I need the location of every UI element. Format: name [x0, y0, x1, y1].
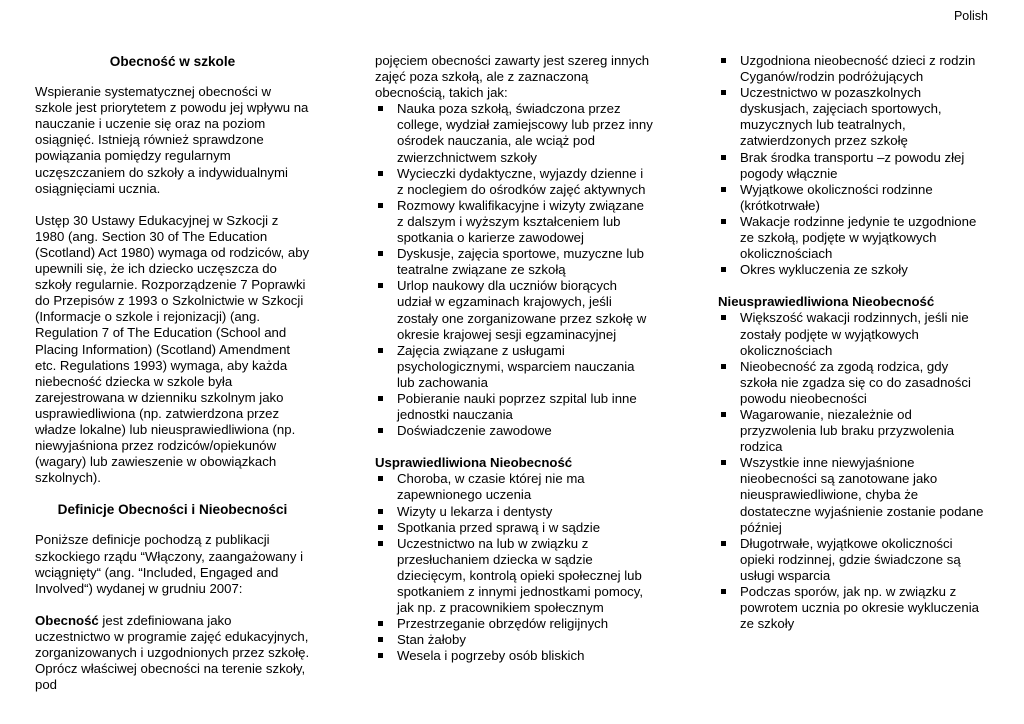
list-item: Stan żałoby	[375, 632, 653, 648]
attendance-text: jest zdefiniowana jako uczestnictwo w programie zajęć edukacyjnych, zorganizowanych i uzgodnionych przez szkołę. Oprócz właściwej obecności na terenie szkoły, pod	[35, 612, 310, 693]
list-item: Uzgodniona nieobecność dzieci z rodzin Cyganów/rodzin podróżujących	[718, 53, 988, 85]
authorised-heading: Usprawiedliwiona Nieobecność	[375, 455, 573, 471]
list-item: Nauka poza szkołą, świadczona przez college, wydział zamiejscowy lub przez inny ośrodek nauczania, ale wciąż pod zwierzchnictwem szkoły	[375, 101, 653, 165]
list-item: Wszystkie inne niewyjaśnione nieobecności są zanotowane jako nieusprawiedliwione, chyba że dostateczne wyjaśnienie zostanie podane później	[718, 455, 988, 535]
unauthorised-heading: Nieusprawiedliwiona Nieobecność	[718, 294, 935, 310]
definitions-intro: Poniższe definicje pochodzą z publikacji szkockiego rządu “Włączony, zaangażowany i wciągnięty“ (ang. “Included, Engaged and Involved“) wydanej w grudniu 2007:	[35, 532, 304, 596]
list-item: Rozmowy kwalifikacyjne i wizyty związane z dalszym i wyższym kształceniem lub spotkania o karierze zawodowej	[375, 198, 653, 246]
list-item: Wyjątkowe okoliczności rodzinne (krótkotrwałe)	[718, 182, 988, 214]
list-item: Wakacje rodzinne jedynie te uzgodnione ze szkołą, podjęte w wyjątkowych okolicznościach	[718, 214, 988, 262]
list-item: Pobieranie nauki poprzez szpital lub inne jednostki nauczania	[375, 391, 653, 423]
column-1	[35, 54, 310, 693]
list-item: Wizyty u lekarza i dentysty	[375, 504, 653, 520]
list-item: Spotkania przed sprawą i w sądzie	[375, 520, 653, 536]
law-paragraph: Ustęp 30 Ustawy Edukacyjnej w Szkocji z 1980 (ang. Section 30 of The Education (Scotland) Act 1980) wymaga od rodziców, aby upewnili się, że ich dziecko uczęszcza do szkoły regularnie. Rozporządzenie 7 Poprawki do Przepisów z 1993 o Szkolnictwie w Szkocji (Informacje o szkole i rejonizacji) (ang. Regulation 7 of The Education (School and Placing Information) (Scotland) Amendment etc. Regulations 1993) wymaga, aby każda niebecność dziecka w szkole była zarejestrowana w dzienniku szkolnym jako usprawiedliwiona (np. zatwierdzona przez władze lokalne) lub nieusprawiedliwiona (np. niewyjaśniona przez rodziców/opiekunów (wagary) lub zawieszenie w obowiązkach szkolnych).	[35, 212, 310, 486]
list-item: Wycieczki dydaktyczne, wyjazdy dzienne i z noclegiem do ośrodków zajęć aktywnych	[375, 166, 653, 198]
list-item: Większość wakacji rodzinnych, jeśli nie zostały podjęte w wyjątkowych okolicznościach	[718, 310, 988, 358]
column-3	[718, 53, 988, 632]
attendance-continuation: pojęciem obecności zawarty jest szereg innych zajęć poza szkołą, ale z zaznaczoną obecnością, takich jak:	[375, 53, 650, 101]
list-item: Przestrzeganie obrzędów religijnych	[375, 616, 653, 632]
list-item: Doświadczenie zawodowe	[375, 423, 653, 439]
list-item: Nieobecność za zgodą rodzica, gdy szkoła nie zgadza się co do zasadności powodu nieobecności	[718, 359, 988, 407]
list-item: Uczestnictwo w pozaszkolnych dyskusjach, zajęciach sportowych, muzycznych lub teatralnych, zatwierdzonych przez szkołę	[718, 85, 988, 149]
list-item: Wesela i pogrzeby osób bliskich	[375, 648, 653, 664]
intro-paragraph: Wspieranie systematycznej obecności w szkole jest priorytetem z powodu jej wpływu na nauczanie i uczenie się oraz na poziom osiągnięć. Istnieją również sprawdzone powiązania pomiędzy regularnym uczęszczaniem do szkoły a indywidualnymi osiągnięciami ucznia.	[35, 84, 309, 196]
list-item: Okres wykluczenia ze szkoły	[718, 262, 988, 278]
list-item: Wagarowanie, niezależnie od przyzwolenia lub braku przyzwolenia rodzica	[718, 407, 988, 455]
page-title: Obecność w szkole	[109, 54, 236, 69]
authorised-list	[375, 471, 653, 664]
list-item: Długotrwałe, wyjątkowe okoliczności opieki rodzinnej, gdzie świadczone są usługi wsparcia	[718, 536, 988, 584]
list-item: Dyskusje, zajęcia sportowe, muzyczne lub teatralne związane ze szkołą	[375, 246, 653, 278]
list-item: Choroba, w czasie której nie ma zapewnionego uczenia	[375, 471, 653, 503]
attendance-term: Obecność	[35, 612, 99, 628]
list-item: Podczas sporów, jak np. w związku z powrotem ucznia po okresie wykluczenia ze szkoły	[718, 584, 988, 632]
definitions-heading: Definicje Obecności i Nieobecności	[57, 502, 288, 518]
list-item: Brak środka transportu –z powodu złej pogody włącznie	[718, 150, 988, 182]
authorised-list-continued	[718, 53, 988, 278]
list-item: Urlop naukowy dla uczniów biorących udział w egzaminach krajowych, jeśli zostały one zorganizowane przez szkołę w okresie krajowej sesji egzaminacyjnej	[375, 278, 653, 342]
unauthorised-list	[718, 310, 988, 632]
attendance-definition	[35, 613, 310, 693]
activities-list	[375, 101, 653, 439]
column-2	[375, 53, 653, 664]
language-label: Polish	[953, 9, 988, 23]
list-item: Uczestnictwo na lub w związku z przesłuchaniem dziecka w sądzie dziecięcym, kontrolą opieki społecznej lub spotkaniem z innymi jednostkami pomocy, jak np. z pracownikiem społecznym	[375, 536, 653, 616]
list-item: Zajęcia związane z usługami psychologicznymi, wsparciem nauczania lub zachowania	[375, 343, 653, 391]
